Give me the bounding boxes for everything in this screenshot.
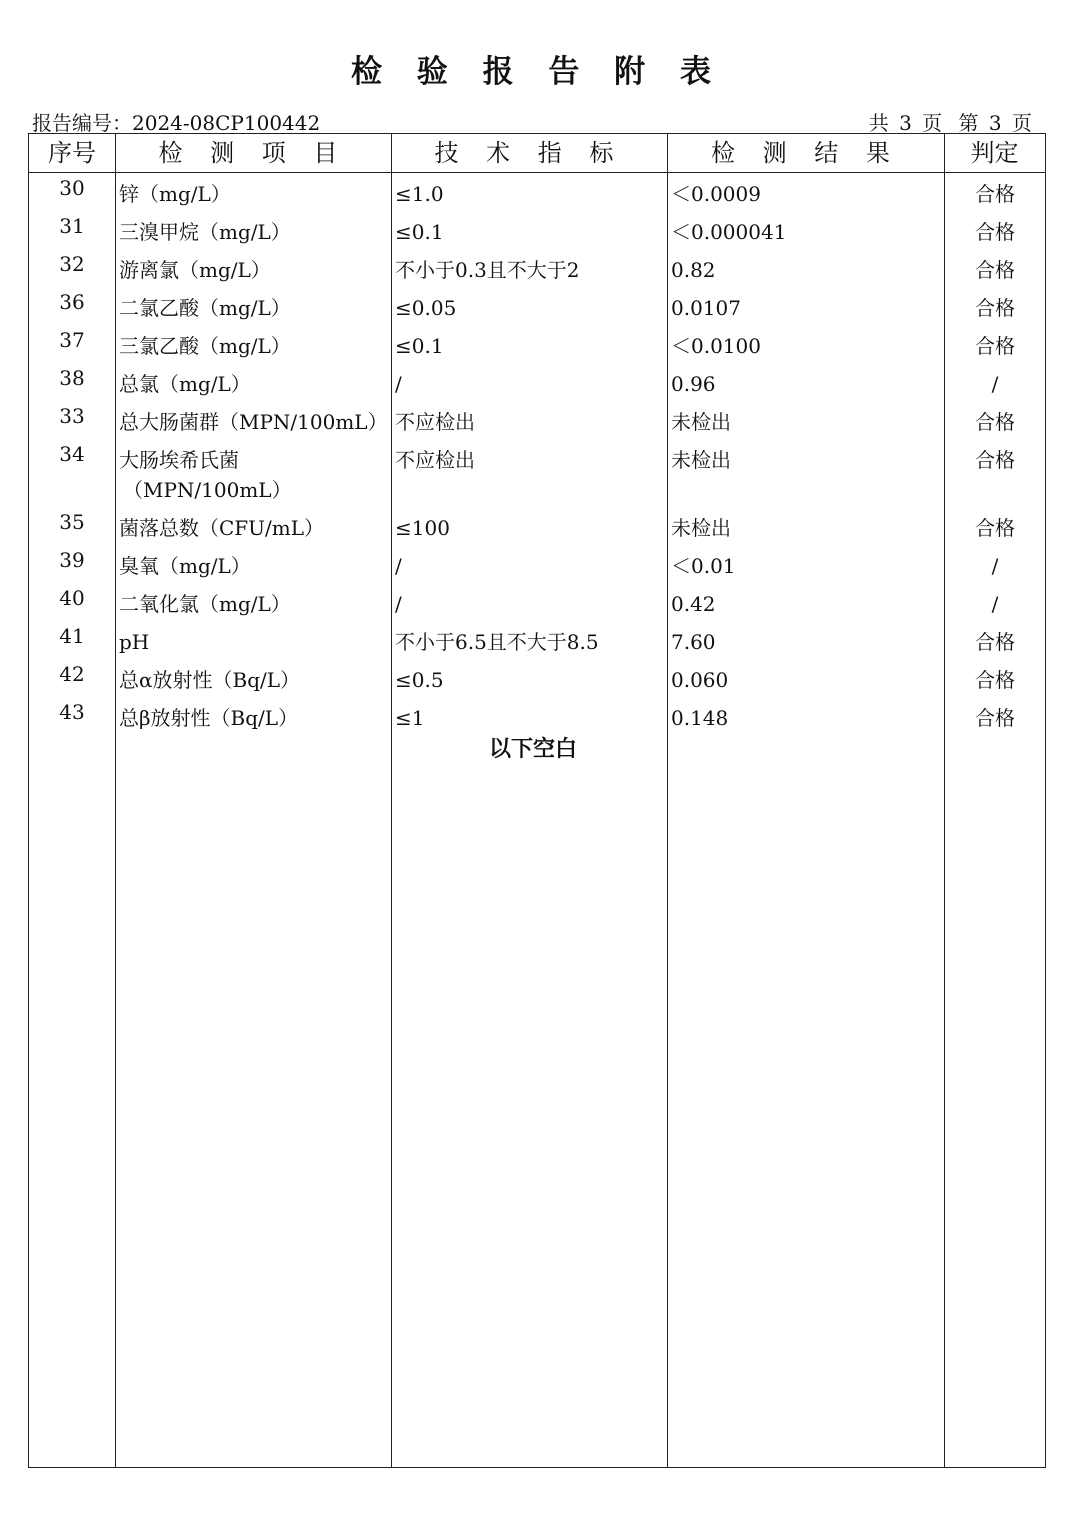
- cell-result: 0.96: [671, 372, 716, 396]
- cell-item: [119, 586, 391, 619]
- results-table: [28, 133, 1046, 1468]
- cell-judgement: /: [991, 372, 999, 396]
- cell-result: 未检出: [671, 410, 731, 434]
- cell-judgement: 合格: [975, 630, 1015, 654]
- cell-seq: 32: [59, 252, 85, 276]
- blank-note: 以下空白: [488, 737, 577, 762]
- item-unit: （MPN/100mL）: [123, 478, 292, 502]
- cell-judgement: 合格: [975, 220, 1015, 244]
- cell-result: ＜0.01: [671, 554, 736, 578]
- header-result: 检 测 结 果: [711, 139, 900, 167]
- item-name: 游离氯（mg/L）: [119, 258, 271, 282]
- cell-item: [119, 662, 391, 695]
- table-row: [29, 662, 1045, 700]
- cell-judgement: 合格: [975, 668, 1015, 692]
- cell-result: 未检出: [671, 516, 731, 540]
- cell-result: ＜0.0100: [671, 334, 761, 358]
- page-total: 共 3 页: [868, 111, 943, 135]
- table-row: [29, 510, 1045, 548]
- cell-result: 未检出: [671, 448, 731, 472]
- cell-judgement: /: [991, 554, 999, 578]
- cell-judgement: 合格: [975, 182, 1015, 206]
- item-name: 二氯乙酸（mg/L）: [119, 296, 291, 320]
- cell-standard: ≤100: [395, 516, 450, 540]
- cell-item: [119, 176, 391, 209]
- cell-seq: 40: [59, 586, 85, 610]
- header-judgement: 判定: [970, 139, 1019, 167]
- cell-result: 0.82: [671, 258, 716, 282]
- item-name: 总α放射性（Bq/L）: [119, 668, 301, 692]
- cell-result: 0.060: [671, 668, 729, 692]
- item-name: 三氯乙酸（mg/L）: [119, 334, 291, 358]
- table-header: [29, 134, 1045, 172]
- item-name: 大肠埃希氏菌: [119, 448, 239, 472]
- cell-standard: /: [395, 554, 402, 578]
- cell-item: [119, 214, 391, 247]
- report-number: 报告编号：2024-08CP100442: [32, 111, 321, 135]
- cell-result: ＜0.000041: [671, 220, 787, 244]
- cell-seq: 31: [59, 214, 85, 238]
- cell-standard: 不应检出: [395, 448, 475, 472]
- table-row: [29, 176, 1045, 214]
- cell-standard: /: [395, 372, 402, 396]
- cell-standard: ≤0.05: [395, 296, 457, 320]
- table-row: [29, 404, 1045, 442]
- cell-item: [119, 290, 391, 323]
- cell-judgement: 合格: [975, 706, 1015, 730]
- cell-item: [119, 442, 391, 505]
- cell-seq: 42: [59, 662, 85, 686]
- item-name: 三溴甲烷（mg/L）: [119, 220, 291, 244]
- cell-judgement: /: [991, 592, 999, 616]
- cell-standard: ≤1.0: [395, 182, 444, 206]
- cell-seq: 34: [59, 442, 85, 466]
- table-row: [29, 214, 1045, 252]
- cell-seq: 41: [59, 624, 85, 648]
- cell-item: [119, 404, 391, 437]
- cell-result: 0.0107: [671, 296, 741, 320]
- item-name: pH: [119, 630, 150, 654]
- item-name: 臭氧（mg/L）: [119, 554, 251, 578]
- cell-judgement: 合格: [975, 258, 1015, 282]
- cell-judgement: 合格: [975, 448, 1015, 472]
- report-title: 检 验 报 告 附 表: [351, 54, 723, 90]
- cell-judgement: 合格: [975, 296, 1015, 320]
- cell-standard: ≤1: [395, 706, 425, 730]
- cell-seq: 38: [59, 366, 85, 390]
- cell-item: [119, 510, 391, 543]
- cell-item: [119, 252, 391, 285]
- page-indicator: [863, 107, 1032, 136]
- cell-item: [119, 366, 391, 399]
- table-row: [29, 252, 1045, 290]
- page-current: 第 3 页: [958, 111, 1032, 135]
- item-name: 总大肠菌群（MPN/100mL）: [119, 410, 388, 434]
- cell-result: ＜0.0009: [671, 182, 761, 206]
- table-row: [29, 624, 1045, 662]
- table-row: [29, 366, 1045, 404]
- cell-standard: 不小于6.5且不大于8.5: [395, 630, 599, 654]
- item-name: 二氧化氯（mg/L）: [119, 592, 291, 616]
- cell-item: [119, 624, 391, 657]
- cell-judgement: 合格: [975, 516, 1015, 540]
- cell-result: 0.148: [671, 706, 729, 730]
- header-standard: 技 术 指 标: [434, 139, 624, 167]
- cell-seq: 30: [59, 176, 85, 200]
- cell-seq: 43: [59, 700, 85, 724]
- table-row: [29, 328, 1045, 366]
- item-name: 总β放射性（Bq/L）: [119, 706, 299, 730]
- cell-seq: 36: [59, 290, 85, 314]
- item-name: 菌落总数（CFU/mL）: [119, 516, 325, 540]
- cell-item: [119, 548, 391, 581]
- item-name: 总氯（mg/L）: [119, 372, 251, 396]
- cell-standard: 不小于0.3且不大于2: [395, 258, 580, 282]
- table-row: [29, 290, 1045, 328]
- item-name: 锌（mg/L）: [119, 182, 231, 206]
- cell-seq: 35: [59, 510, 85, 534]
- table-row: [29, 548, 1045, 586]
- cell-standard: /: [395, 592, 402, 616]
- cell-judgement: 合格: [975, 410, 1015, 434]
- cell-seq: 33: [59, 404, 85, 428]
- cell-item: [119, 700, 391, 733]
- header-item: 检 测 项 目: [158, 139, 348, 167]
- cell-seq: 39: [59, 548, 85, 572]
- cell-result: 7.60: [671, 630, 716, 654]
- header-seq: 序号: [48, 139, 96, 167]
- cell-standard: ≤0.5: [395, 668, 444, 692]
- cell-standard: ≤0.1: [395, 334, 444, 358]
- table-row: [29, 586, 1045, 624]
- cell-seq: 37: [59, 328, 85, 352]
- cell-judgement: 合格: [975, 334, 1015, 358]
- cell-standard: ≤0.1: [395, 220, 444, 244]
- cell-standard: 不应检出: [395, 410, 475, 434]
- cell-item: [119, 328, 391, 361]
- cell-result: 0.42: [671, 592, 716, 616]
- table-row: [29, 442, 1045, 510]
- header-divider: [29, 172, 1045, 173]
